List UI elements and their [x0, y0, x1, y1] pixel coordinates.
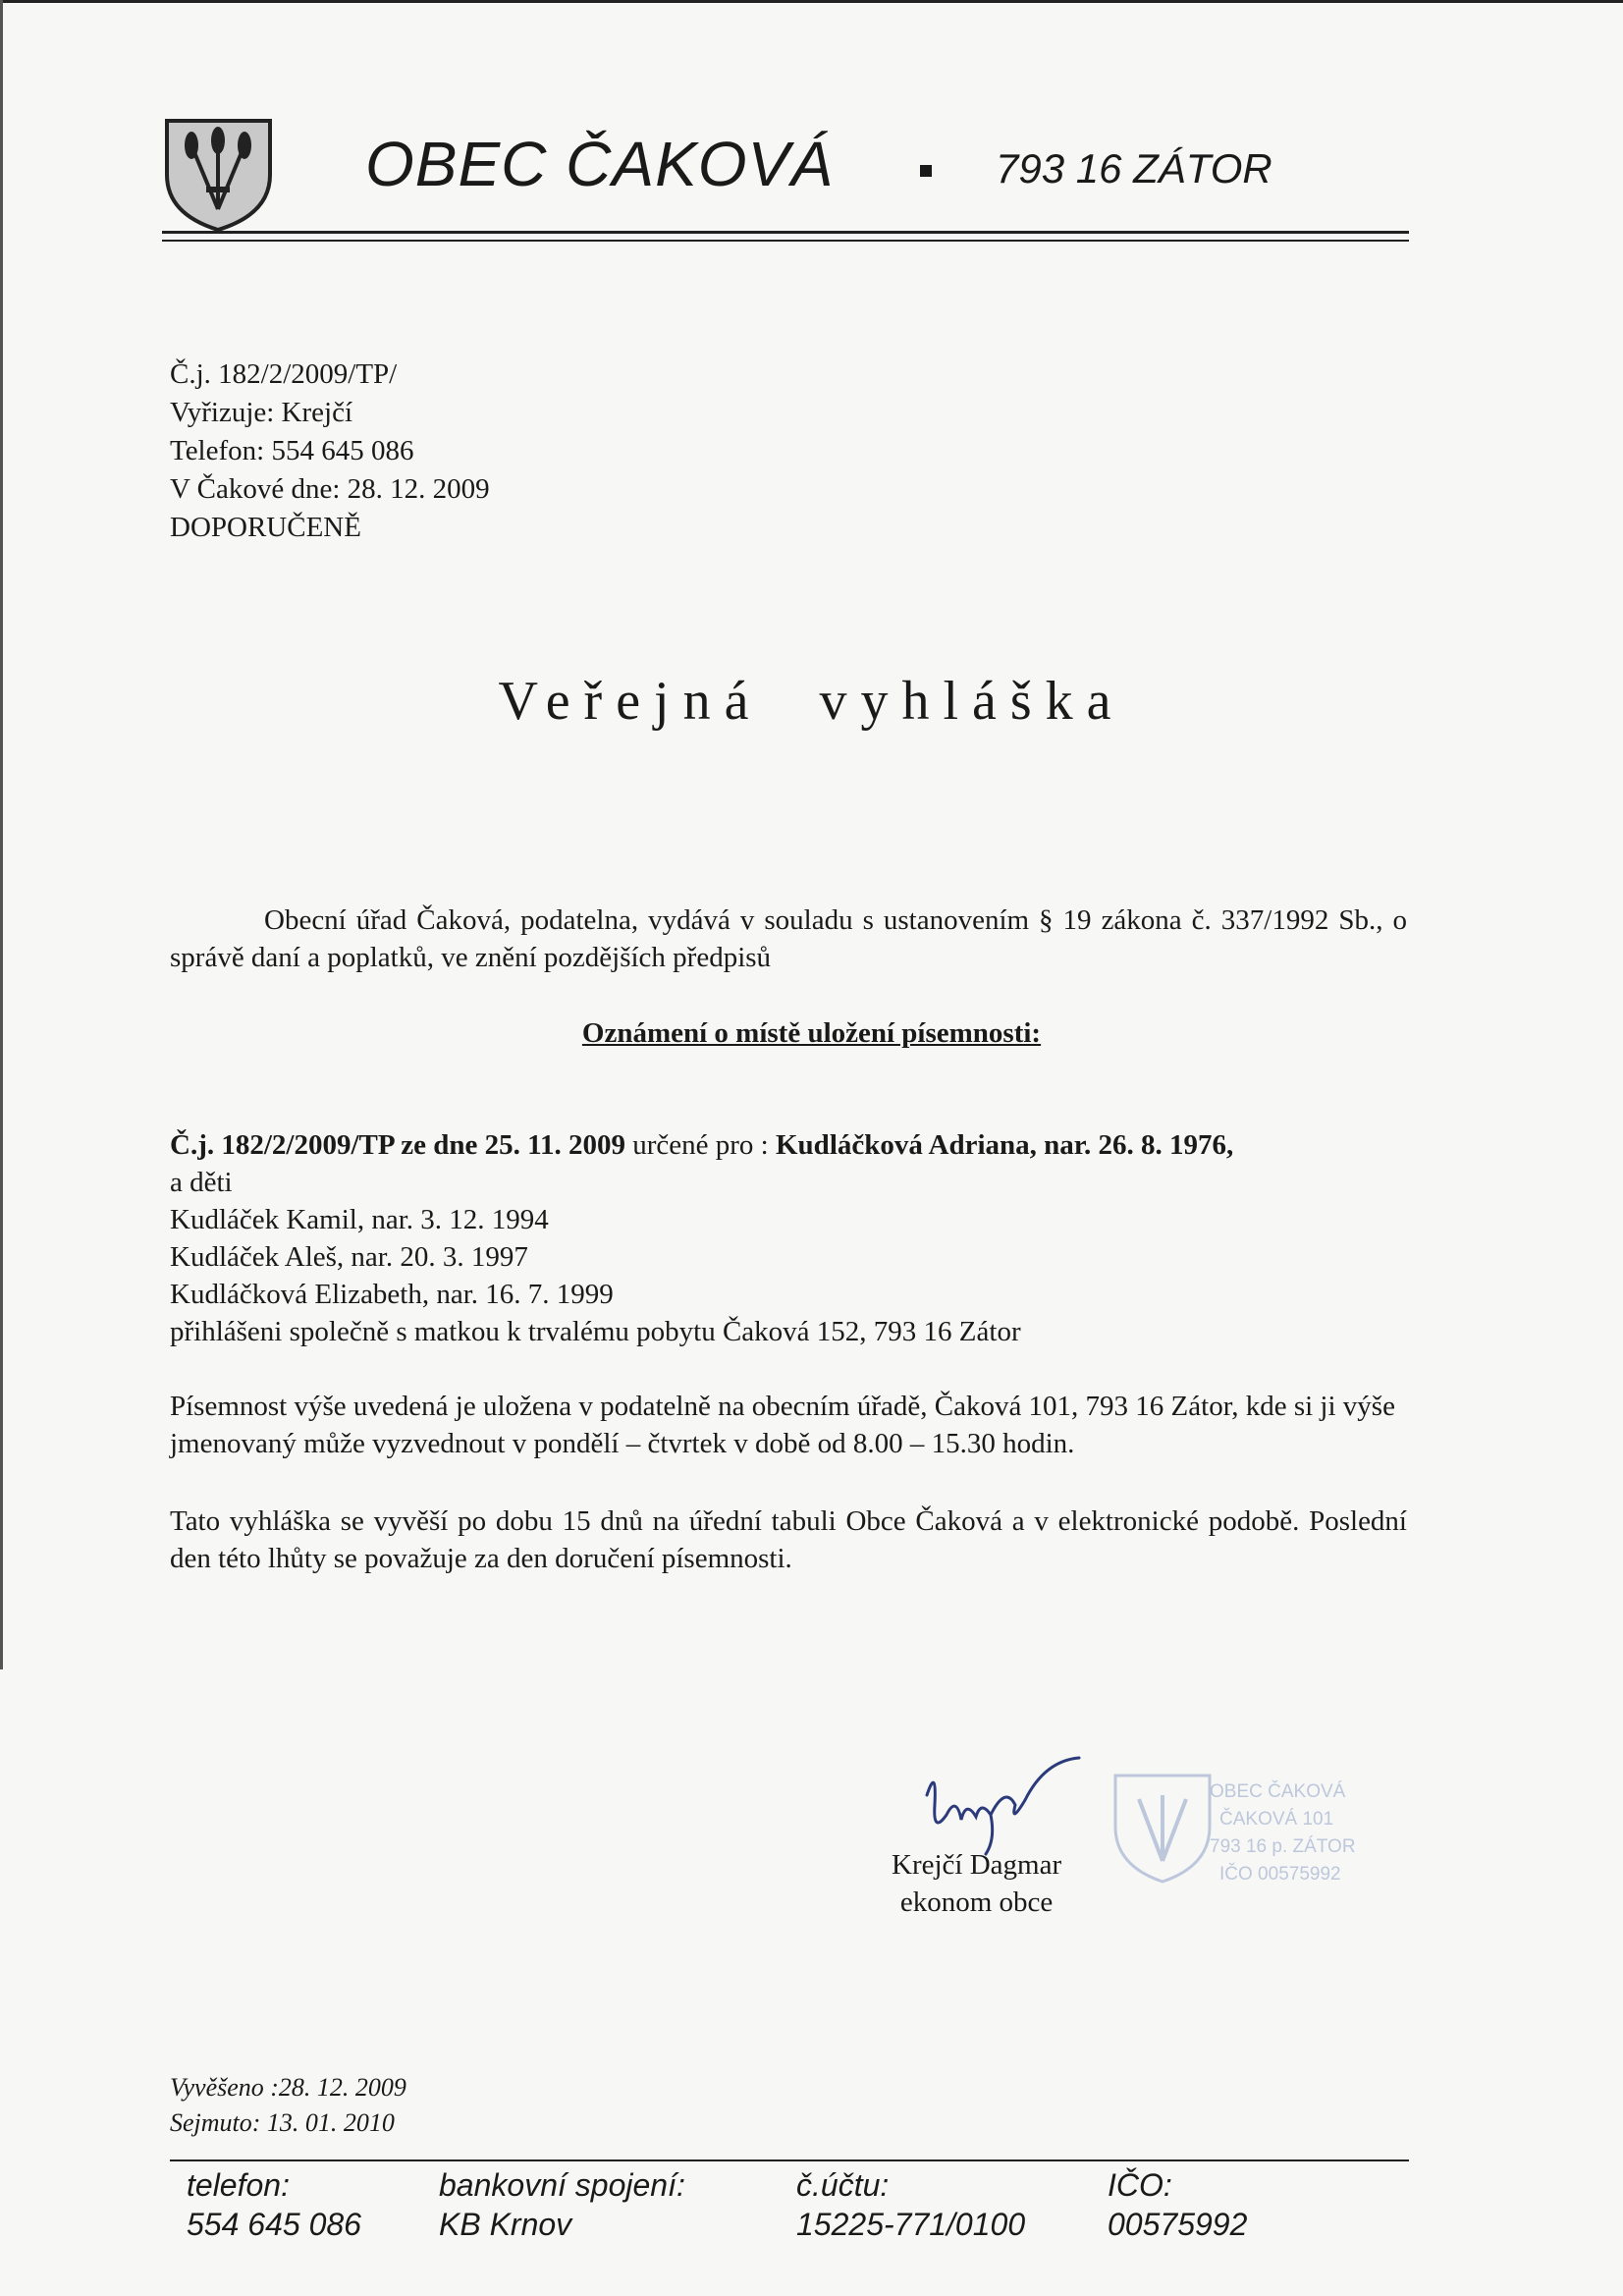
subject-heading: Oznámení o místě uložení písemnosti:	[581, 1017, 1042, 1049]
footer-phone	[187, 2165, 361, 2244]
signer-block	[892, 1846, 1061, 1921]
footer-rule	[170, 2159, 1409, 2161]
handled-by: Vyřizuje: Krejčí	[170, 397, 353, 428]
document-title: Veřejná vyhláška	[498, 671, 1125, 732]
footer-ico-label: IČO:	[1108, 2167, 1172, 2203]
posted-on: Vyvěšeno :28. 12. 2009	[170, 2073, 406, 2102]
official-stamp-icon	[1111, 1768, 1435, 1886]
child-item: Kudláček Kamil, nar. 3. 12. 1994	[170, 1204, 549, 1235]
child-item: Kudláček Aleš, nar. 20. 3. 1997	[170, 1241, 528, 1273]
intro-paragraph: Obecní úřad Čaková, podatelna, vydává v souladu s ustanovením § 19 zákona č. 337/1992 Sb., o správě daní a poplatků, ve znění pozdějších předpisů	[170, 904, 1407, 973]
footer-account-value: 15225-771/0100	[796, 2207, 1026, 2242]
and-children: a děti	[170, 1167, 233, 1198]
deposit-paragraph: Písemnost výše uvedená je uložena v podatelně na obecním úřadě, Čaková 101, 793 16 Zátor, kde si ji výše jmenovaný může vyzvednout v pondělí – čtvrtek v době od 8.00 – 15.30 hodin.	[170, 1391, 1395, 1459]
stamp-text: ČAKOVÁ 101	[1219, 1809, 1334, 1830]
header-rule	[162, 240, 1409, 242]
footer-account	[796, 2165, 1025, 2244]
posting-dates	[170, 2070, 406, 2141]
header-rule	[162, 231, 1409, 234]
reference-block	[170, 355, 490, 547]
signer-role: ekonom obce	[899, 1886, 1054, 1918]
municipality-name: OBEC ČAKOVÁ	[365, 129, 834, 199]
recipient-main: Kudláčková Adriana, nar. 26. 8. 1976,	[776, 1129, 1234, 1161]
signer-name: Krejčí Dagmar	[892, 1849, 1062, 1881]
header-separator	[920, 165, 932, 177]
recipient-for: určené pro :	[625, 1129, 776, 1161]
recipients-block	[170, 1126, 1233, 1350]
page-left-edge	[0, 0, 3, 1669]
page-top-edge	[0, 0, 1623, 3]
coat-of-arms-icon	[162, 116, 275, 234]
child-item: Kudláčková Elizabeth, nar. 16. 7. 1999	[170, 1279, 614, 1310]
footer-account-label: č.účtu:	[796, 2167, 890, 2203]
stamp-text: OBEC ČAKOVÁ	[1210, 1781, 1346, 1802]
footer-bank-value: KB Krnov	[439, 2207, 572, 2242]
footer-phone-value: 554 645 086	[187, 2207, 361, 2242]
delivery-type: DOPORUČENĚ	[170, 512, 361, 543]
footer-bank-label: bankovní spojení:	[439, 2167, 685, 2203]
municipality-address: 793 16 ZÁTOR	[996, 145, 1272, 191]
phone-line: Telefon: 554 645 086	[170, 435, 414, 466]
stamp-text: IČO 00575992	[1219, 1864, 1341, 1885]
footer-phone-label: telefon:	[187, 2167, 290, 2203]
residence-line: přihlášeni společně s matkou k trvalému pobytu Čaková 152, 793 16 Zátor	[170, 1316, 1021, 1347]
reference-number: Č.j. 182/2/2009/TP/	[170, 358, 398, 390]
notice-paragraph: Tato vyhláška se vyvěší po dobu 15 dnů na úřední tabuli Obce Čaková a v elektronické podobě. Poslední den této lhůty se považuje za den doručení písemnosti.	[170, 1505, 1407, 1574]
footer-ico	[1108, 2165, 1247, 2244]
removed-on: Sejmuto: 13. 01. 2010	[170, 2108, 395, 2137]
recipient-line	[170, 1126, 1233, 1164]
recipient-ref: Č.j. 182/2/2009/TP ze dne 25. 11. 2009	[170, 1129, 625, 1161]
footer-ico-value: 00575992	[1108, 2207, 1248, 2242]
place-date: V Čakové dne: 28. 12. 2009	[170, 473, 490, 505]
footer-bank	[439, 2165, 685, 2244]
stamp-text: 793 16 p. ZÁTOR	[1210, 1836, 1356, 1857]
